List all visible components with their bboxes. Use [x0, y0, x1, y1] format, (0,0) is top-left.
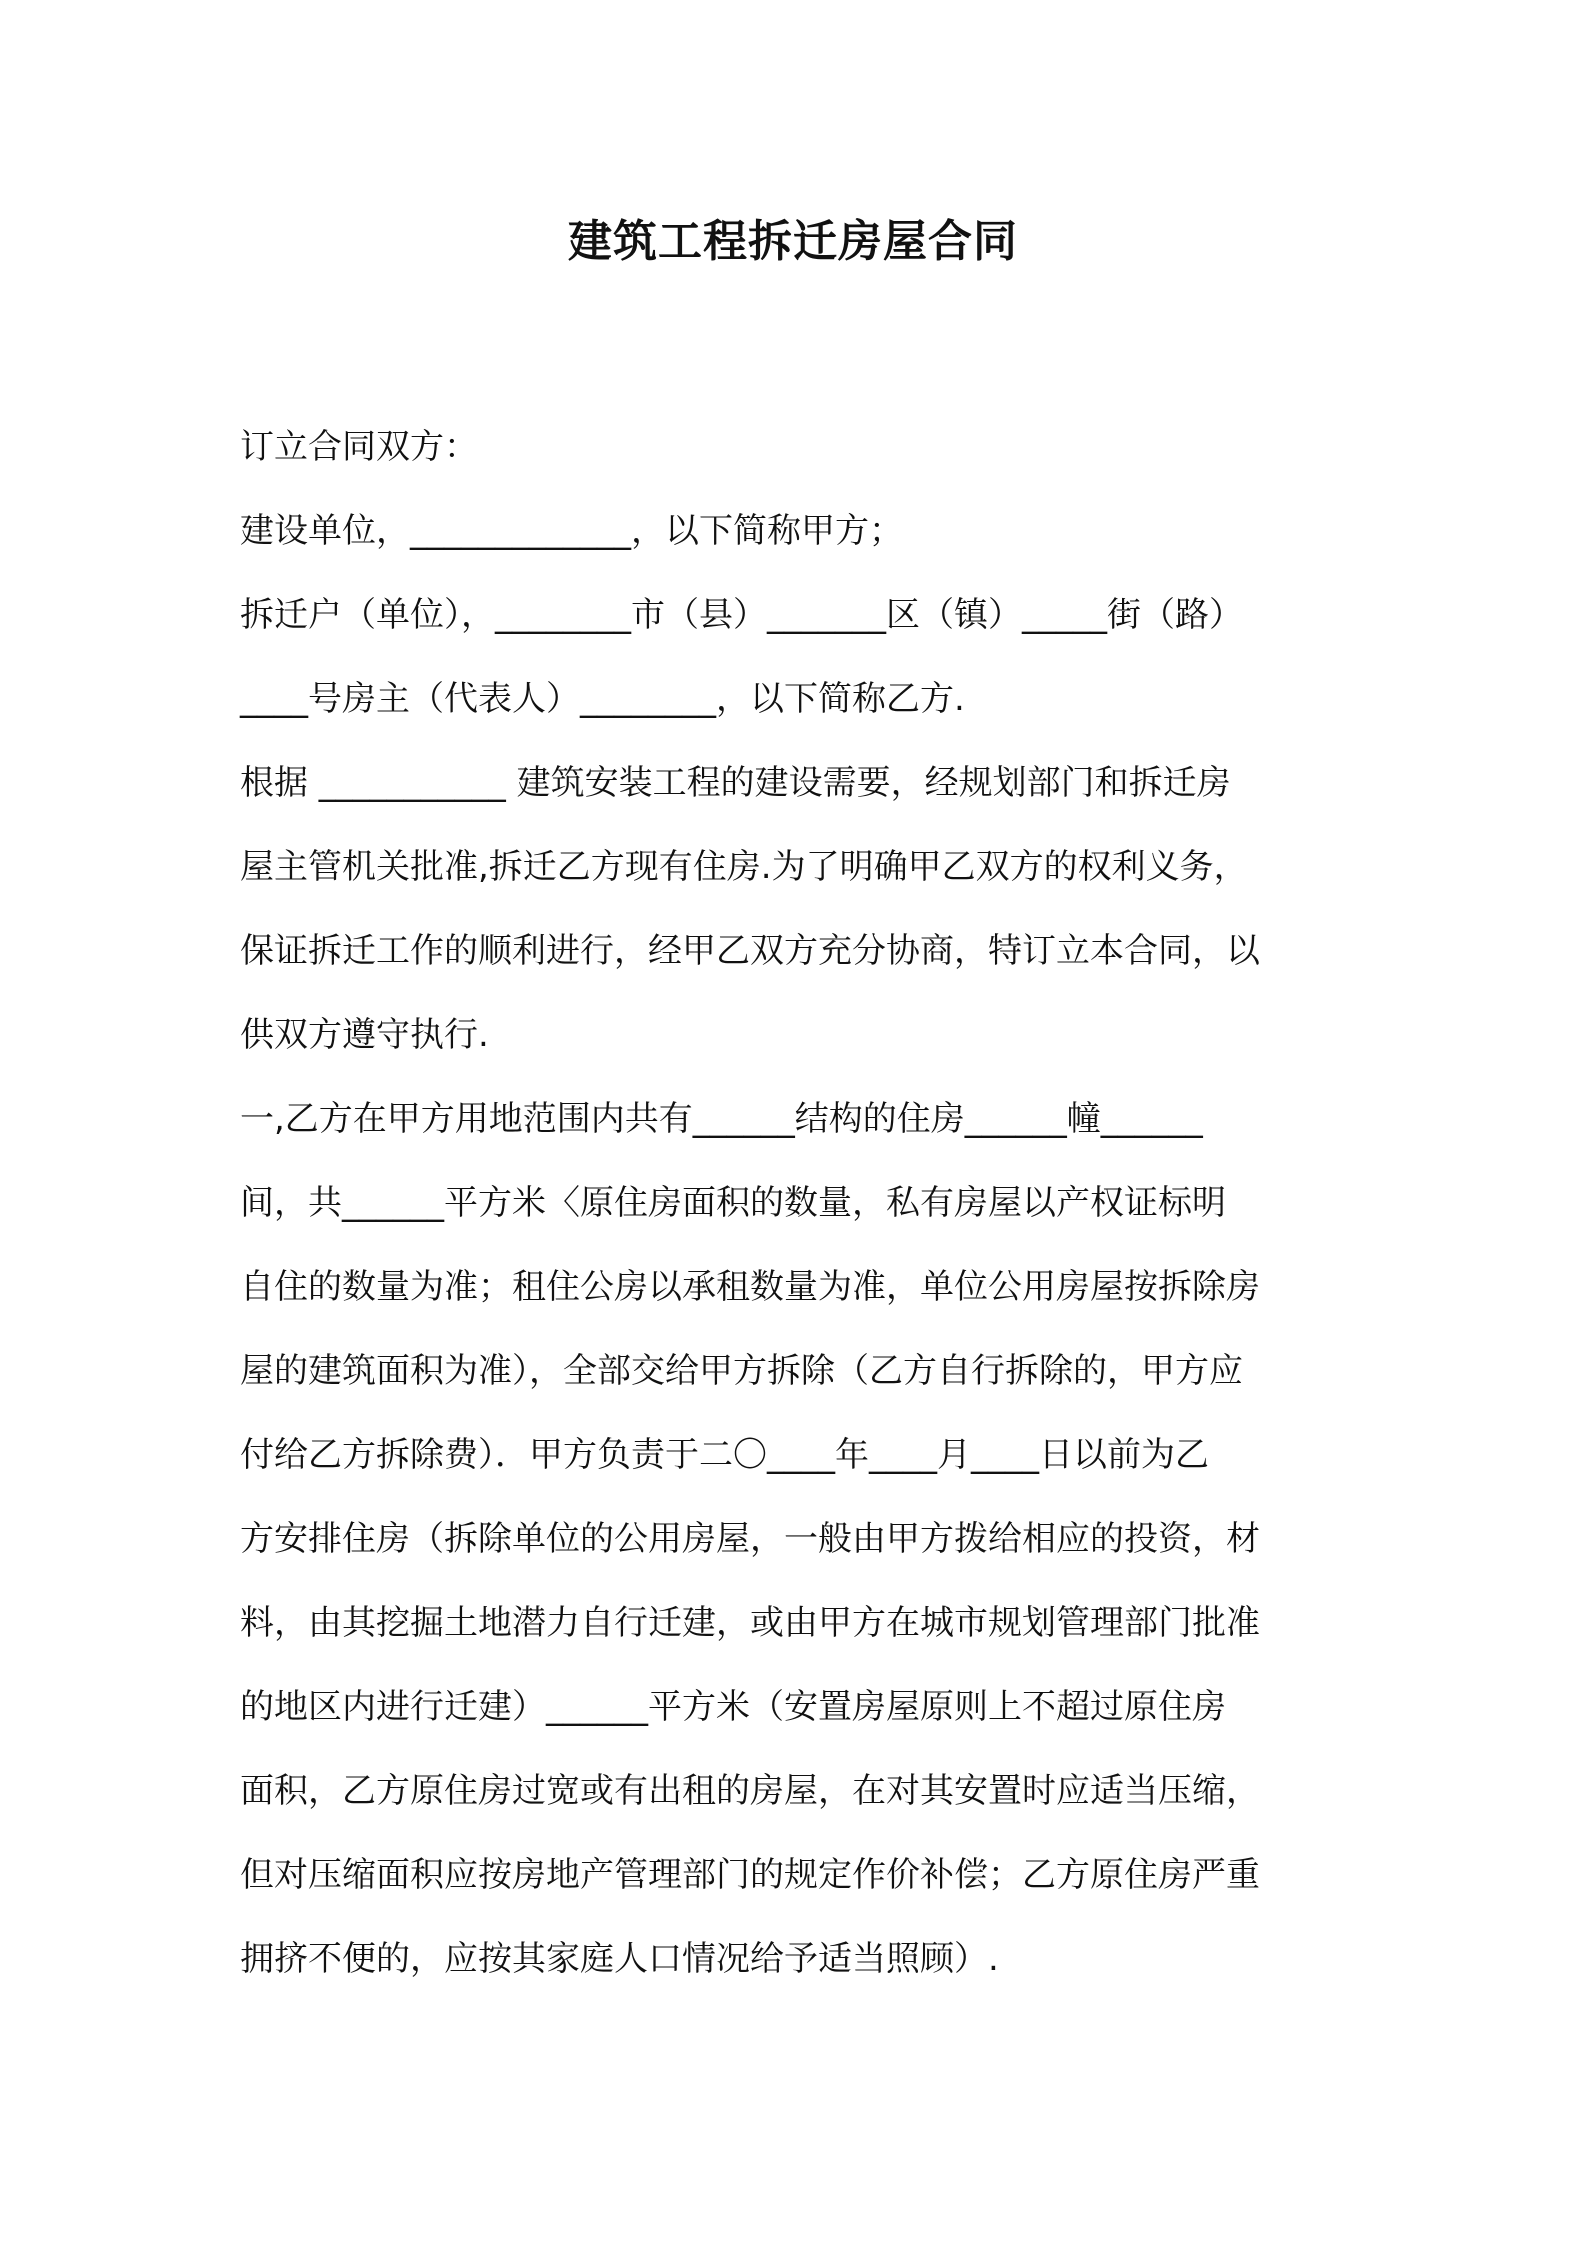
- body-line: 保证拆迁工作的顺利进行，经甲乙双方充分协商，特订立本合同，以: [240, 931, 1260, 971]
- body-line: 料，由其挖掘土地潜力自行迁建，或由甲方在城市规划管理部门批准: [240, 1603, 1260, 1643]
- body-line: 但对压缩面积应按房地产管理部门的规定作价补偿；乙方原住房严重: [240, 1855, 1260, 1895]
- body-line: 一,乙方在甲方用地范围内共有______结构的住房______幢______: [240, 1099, 1203, 1139]
- body-line: 付给乙方拆除费）．甲方负责于二〇____年____月____日以前为乙: [240, 1435, 1209, 1475]
- body-line: 拥挤不便的，应按其家庭人口情况给予适当照顾）.: [240, 1939, 999, 1979]
- body-line: 自住的数量为准；租住公房以承租数量为准，单位公用房屋按拆除房: [240, 1267, 1260, 1307]
- body-line: 订立合同双方：: [240, 427, 478, 467]
- body-line: 拆迁户（单位），________市（县）_______区（镇）_____街（路）: [240, 595, 1243, 635]
- document-title: 建筑工程拆迁房屋合同: [568, 216, 1018, 267]
- body-line: 面积，乙方原住房过宽或有出租的房屋，在对其安置时应适当压缩，: [240, 1771, 1260, 1811]
- body-line: 根据 ___________ 建筑安装工程的建设需要，经规划部门和拆迁房: [240, 763, 1231, 803]
- body-line: 屋主管机关批准,拆迁乙方现有住房.为了明确甲乙双方的权利义务，: [240, 847, 1248, 887]
- body-line: 间，共______平方米〈原住房面积的数量，私有房屋以产权证标明: [240, 1183, 1226, 1223]
- body-line: 屋的建筑面积为准），全部交给甲方拆除（乙方自行拆除的，甲方应: [240, 1351, 1243, 1391]
- body-line: 供双方遵守执行.: [240, 1015, 489, 1055]
- body-line: 方安排住房（拆除单位的公用房屋，一般由甲方拨给相应的投资，材: [240, 1519, 1260, 1559]
- body-line: ____号房主（代表人）________，以下简称乙方.: [240, 679, 965, 719]
- body-line: 建设单位，_____________，以下简称甲方；: [240, 511, 903, 551]
- document-body: [240, 405, 1360, 2001]
- body-line: 的地区内进行迁建）______平方米（安置房屋原则上不超过原住房: [240, 1687, 1226, 1727]
